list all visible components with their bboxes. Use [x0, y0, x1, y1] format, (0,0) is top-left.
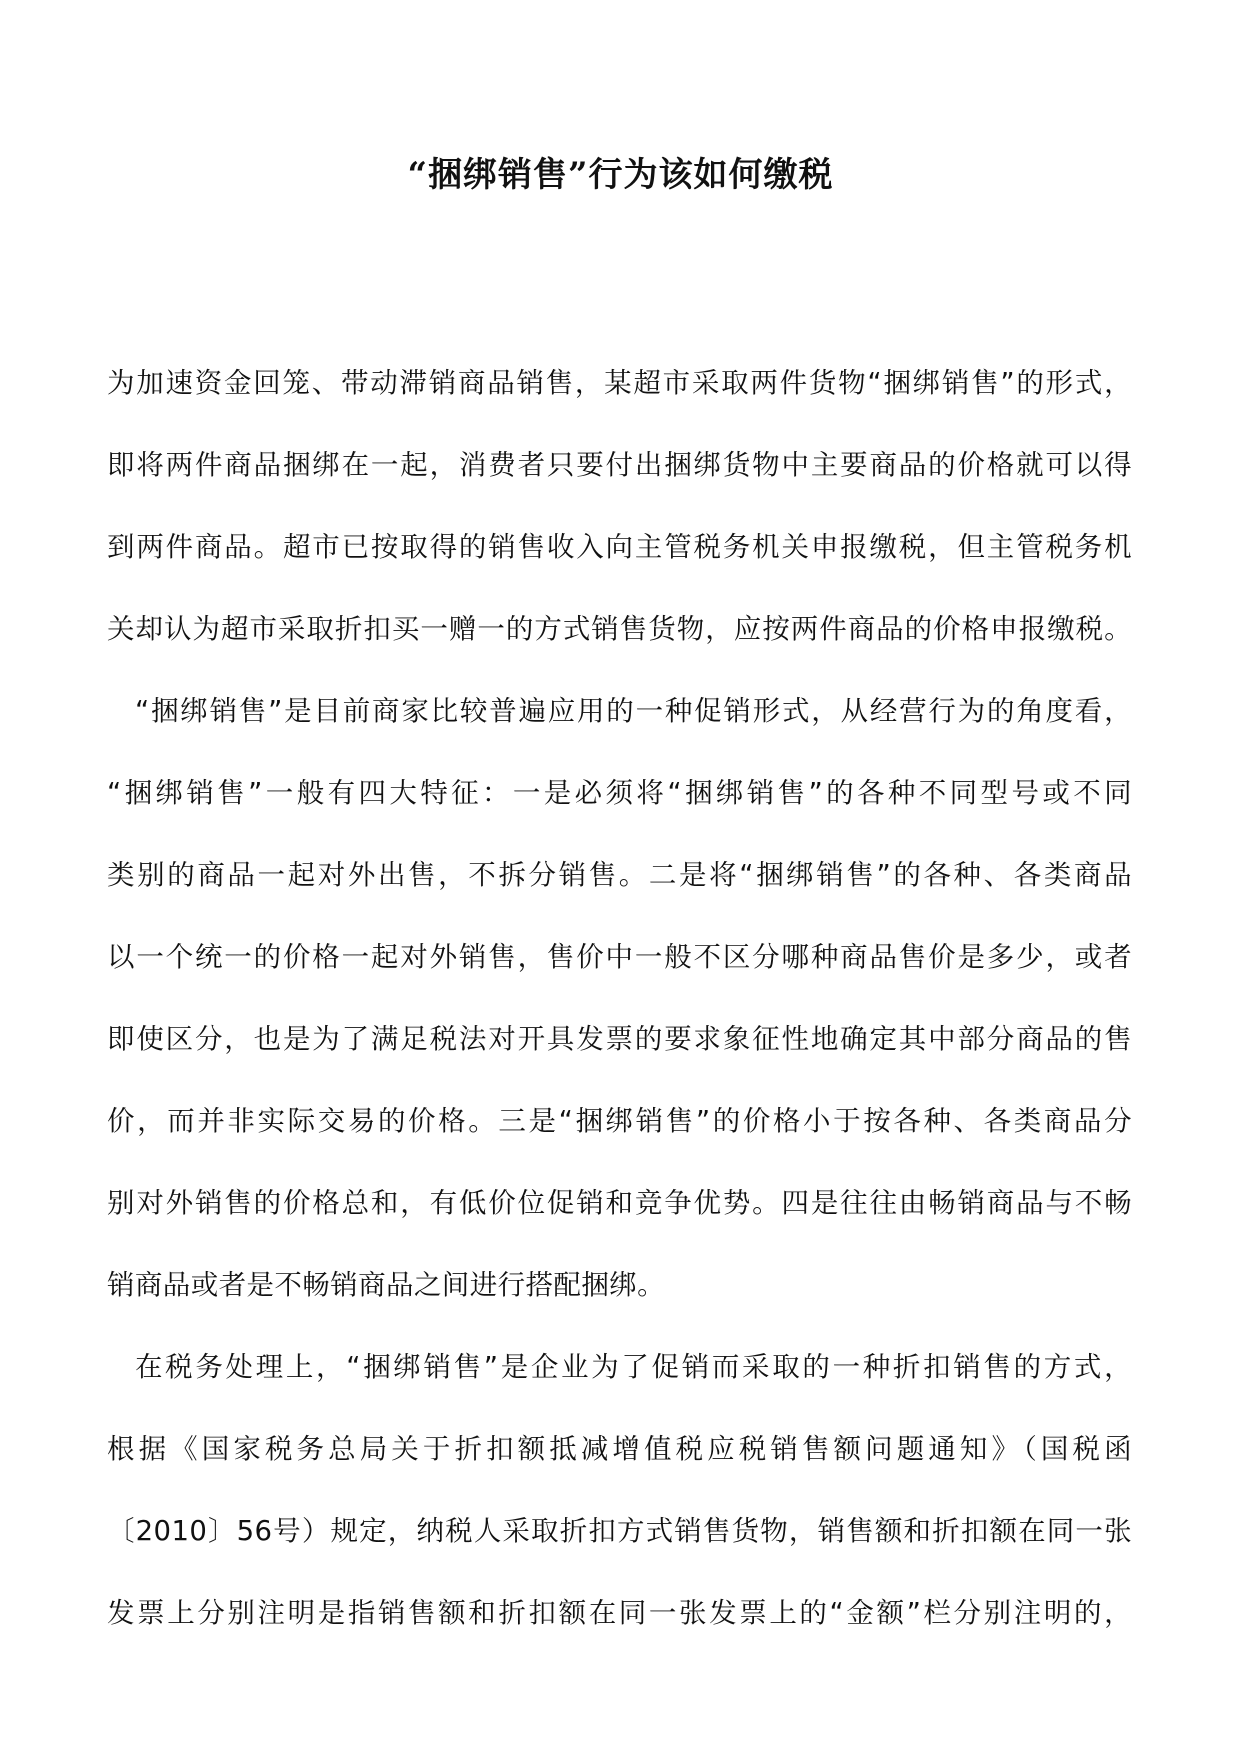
body-line: 为加速资金回笼、带动滞销商品销售，某超市采取两件货物“捆绑销售”的形式，	[107, 367, 1132, 399]
document-body	[107, 342, 1132, 1654]
document-title: “捆绑销售”行为该如何缴税	[407, 155, 834, 195]
body-line: 关却认为超市采取折扣买一赠一的方式销售货物，应按两件商品的价格申报缴税。	[107, 613, 1132, 645]
body-line: 发票上分别注明是指销售额和折扣额在同一张发票上的“金额”栏分别注明的，	[107, 1597, 1132, 1629]
body-line: 即使区分，也是为了满足税法对开具发票的要求象征性地确定其中部分商品的售	[107, 1023, 1132, 1055]
body-line: 价，而并非实际交易的价格。三是“捆绑销售”的价格小于按各种、各类商品分	[107, 1105, 1132, 1137]
body-line: 根据《国家税务总局关于折扣额抵减增值税应税销售额问题通知》（国税函	[107, 1433, 1132, 1465]
body-line: 以一个统一的价格一起对外销售，售价中一般不区分哪种商品售价是多少，或者	[107, 941, 1132, 973]
body-line: “捆绑销售”一般有四大特征：一是必须将“捆绑销售”的各种不同型号或不同	[107, 777, 1132, 809]
body-line: 在税务处理上，“捆绑销售”是企业为了促销而采取的一种折扣销售的方式，	[135, 1351, 1132, 1383]
body-line: 类别的商品一起对外出售，不拆分销售。二是将“捆绑销售”的各种、各类商品	[107, 859, 1132, 891]
body-line: 销商品或者是不畅销商品之间进行搭配捆绑。	[107, 1269, 665, 1301]
body-line: “捆绑销售”是目前商家比较普遍应用的一种促销形式，从经营行为的角度看，	[135, 695, 1132, 727]
body-line: 别对外销售的价格总和，有低价位促销和竞争优势。四是往往由畅销商品与不畅	[107, 1187, 1132, 1219]
body-line: 〔2010〕56号）规定，纳税人采取折扣方式销售货物，销售额和折扣额在同一张	[107, 1515, 1132, 1547]
body-line: 即将两件商品捆绑在一起，消费者只要付出捆绑货物中主要商品的价格就可以得	[107, 449, 1132, 481]
body-line: 到两件商品。超市已按取得的销售收入向主管税务机关申报缴税，但主管税务机	[107, 531, 1132, 563]
